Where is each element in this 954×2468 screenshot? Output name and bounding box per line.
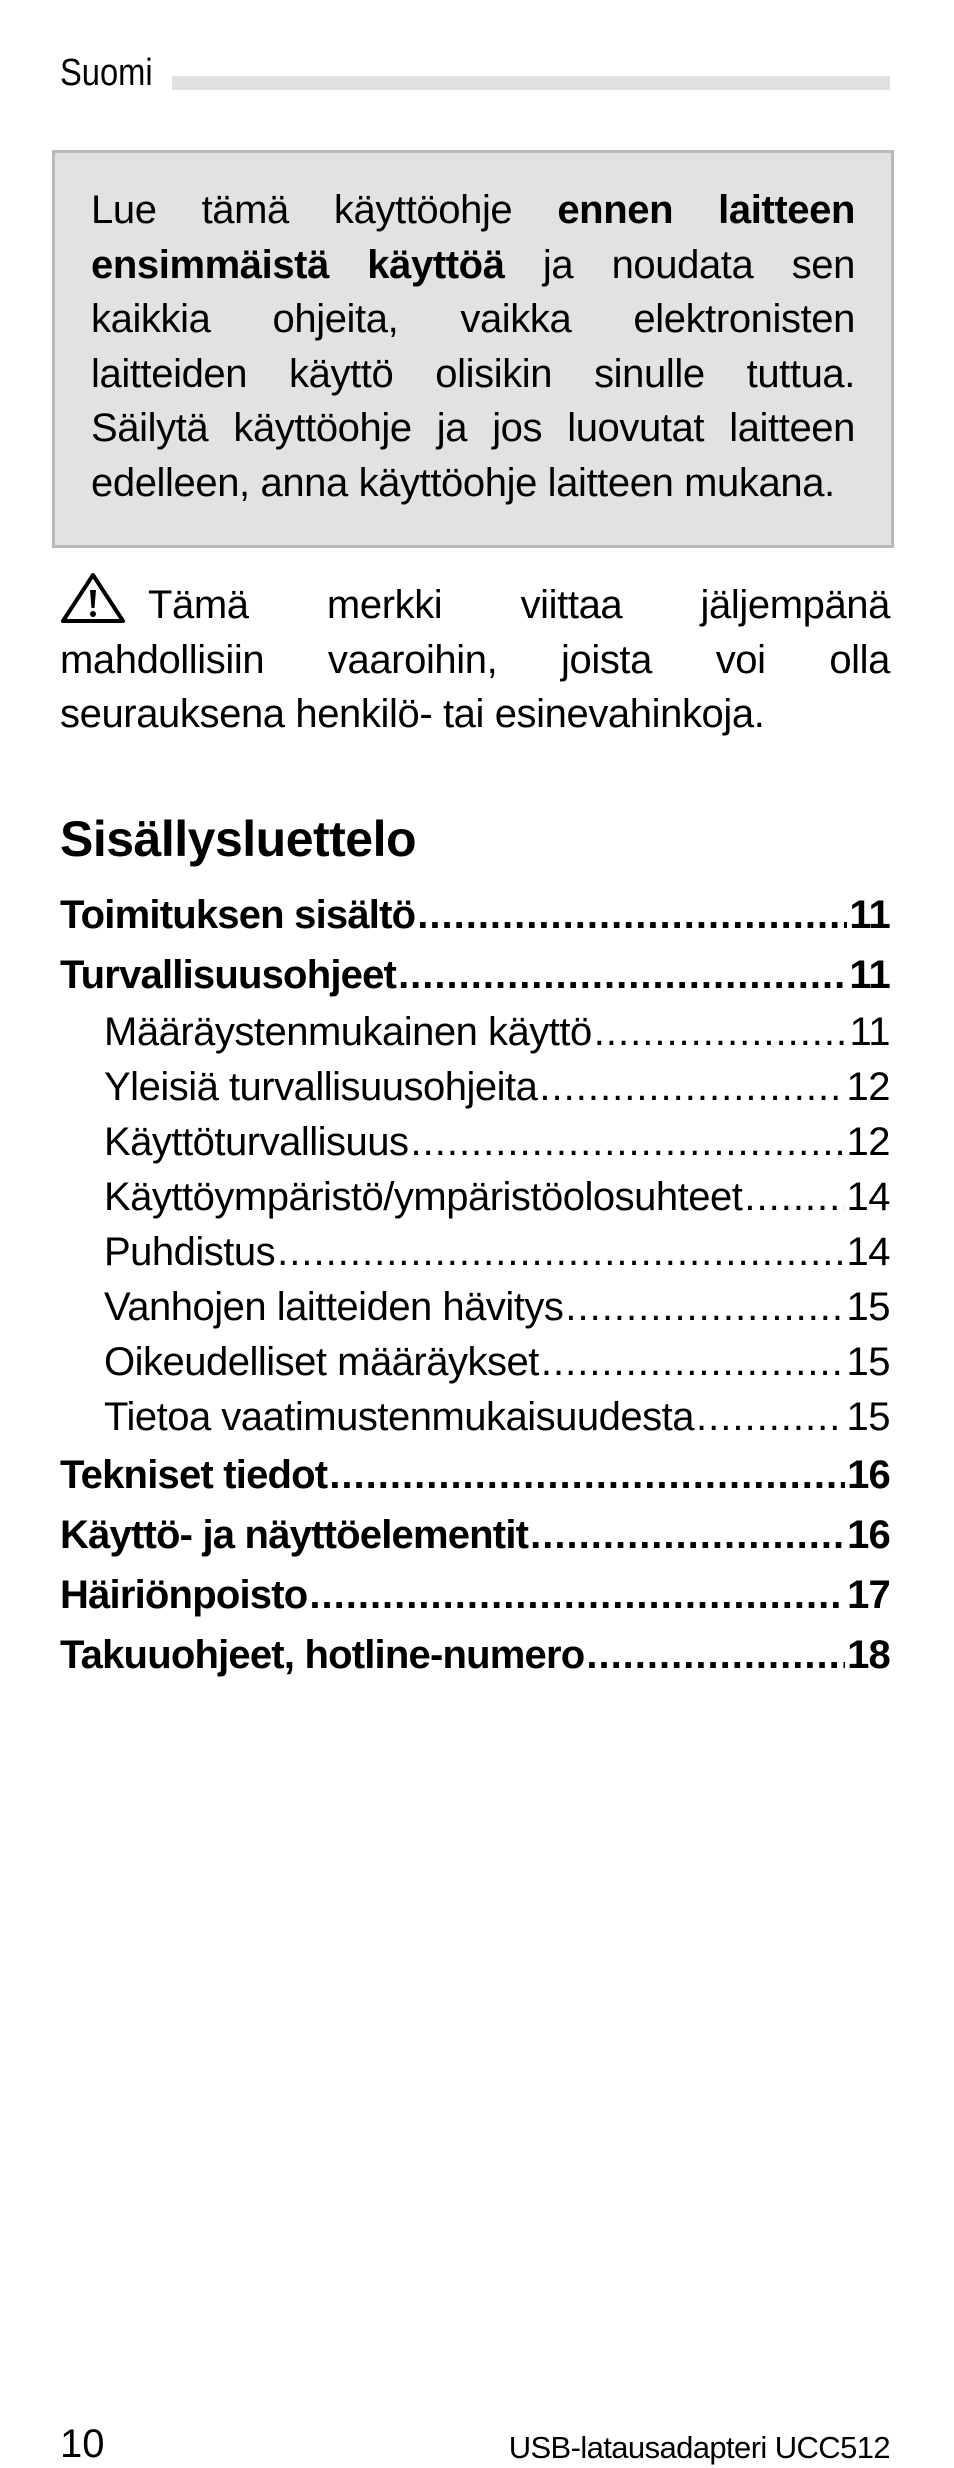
toc-entry [60, 1625, 890, 1685]
warning-triangle-icon [60, 572, 126, 624]
toc-entry-page: 16 [847, 1513, 890, 1557]
language-label: Suomi [60, 52, 153, 94]
toc-entry-page: 18 [847, 1633, 890, 1677]
warning-paragraph [60, 572, 890, 742]
toc-entry [60, 1335, 890, 1390]
toc-dot-leader [530, 1505, 845, 1565]
toc-entry-page: 15 [846, 1285, 890, 1329]
toc-dot-leader [586, 1625, 845, 1685]
toc-entry-page: 14 [846, 1230, 890, 1274]
toc-entry [60, 945, 890, 1005]
toc-entry-page: 11 [849, 1010, 890, 1054]
toc-entry [60, 1005, 890, 1060]
notice-text-emphasis: ennen laitteen ensimmäistä käyttöä [91, 188, 855, 287]
toc-entry-title: Käyttö- ja näyttöelementit [60, 1513, 529, 1557]
toc-entry-title: Puhdistus [104, 1230, 276, 1274]
product-name: USB-latausadapteri UCC512 [508, 2430, 890, 2465]
toc-dot-leader [541, 1335, 845, 1390]
toc-entry [60, 1565, 890, 1625]
toc-entry [60, 1115, 890, 1170]
toc-entry-page: 15 [846, 1340, 890, 1384]
notice-text [91, 183, 855, 510]
toc-entry-page: 14 [846, 1175, 890, 1219]
toc-dot-leader [539, 1060, 844, 1115]
header-rule [172, 76, 890, 90]
toc-entry-title: Käyttöturvallisuus [104, 1120, 409, 1164]
toc-entry [60, 885, 890, 945]
toc-dot-leader [594, 1005, 848, 1060]
toc-entry-page: 15 [846, 1395, 890, 1439]
toc-dot-leader [744, 1170, 844, 1225]
table-of-contents [60, 885, 890, 1685]
toc-entry-page: 11 [849, 893, 890, 937]
toc-entry-title: Yleisiä turvallisuusohjeita [104, 1065, 538, 1109]
notice-text-start: Lue tämä käyttöohje [91, 188, 558, 232]
page-number: 10 [60, 2422, 105, 2466]
toc-entry-title: Käyttöympäristö/ympäristöolosuhteet [104, 1175, 743, 1219]
toc-dot-leader [398, 945, 847, 1005]
warning-note [60, 572, 890, 742]
warning-text: Tämä merkki viittaa jäljempänä mahdollisiin vaaroihin, joista voi olla seurauksena henkilö- tai esinevahinkoja. [60, 583, 890, 736]
toc-entry [60, 1445, 890, 1505]
toc-entry-title: Turvallisuusohjeet [60, 953, 397, 997]
toc-dot-leader [565, 1280, 844, 1335]
toc-heading: Sisällysluettelo [60, 811, 417, 867]
toc-entry [60, 1390, 890, 1445]
toc-entry-title: Häiriönpoisto [60, 1573, 308, 1617]
read-manual-notice-box [52, 150, 894, 548]
toc-entry-title: Määräystenmukainen käyttö [104, 1010, 592, 1054]
toc-entry-page: 12 [846, 1120, 890, 1164]
toc-entry-page: 17 [847, 1573, 890, 1617]
toc-entry [60, 1060, 890, 1115]
toc-entry-title: Tekniset tiedot [60, 1453, 328, 1497]
notice-text-end: ja noudata sen kaikkia ohjeita, vaikka elektronisten laitteiden käyttö olisikin sinulle tuttua. Säilytä käyttöohje ja jos luovutat laitteen edelleen, anna käyttöohje laitteen mukana. [91, 242, 855, 505]
toc-entry-title: Takuuohjeet, hotline-numero [60, 1633, 585, 1677]
toc-entry-title: Oikeudelliset määräykset [104, 1340, 539, 1384]
toc-entry [60, 1505, 890, 1565]
toc-dot-leader [417, 885, 847, 945]
page-header [60, 50, 890, 100]
document-page [60, 0, 890, 2468]
toc-dot-leader [696, 1390, 844, 1445]
toc-entry [60, 1280, 890, 1335]
toc-entry-page: 16 [847, 1453, 890, 1497]
toc-dot-leader [277, 1225, 844, 1280]
toc-entry [60, 1225, 890, 1280]
toc-dot-leader [410, 1115, 844, 1170]
toc-entry-title: Toimituksen sisältö [60, 893, 416, 937]
toc-entry-title: Vanhojen laitteiden hävitys [104, 1285, 564, 1329]
toc-dot-leader [309, 1565, 845, 1625]
toc-entry-page: 12 [846, 1065, 890, 1109]
toc-entry-page: 11 [849, 953, 890, 997]
toc-dot-leader [329, 1445, 845, 1505]
toc-entry [60, 1170, 890, 1225]
toc-entry-title: Tietoa vaatimustenmukaisuudesta [104, 1395, 695, 1439]
